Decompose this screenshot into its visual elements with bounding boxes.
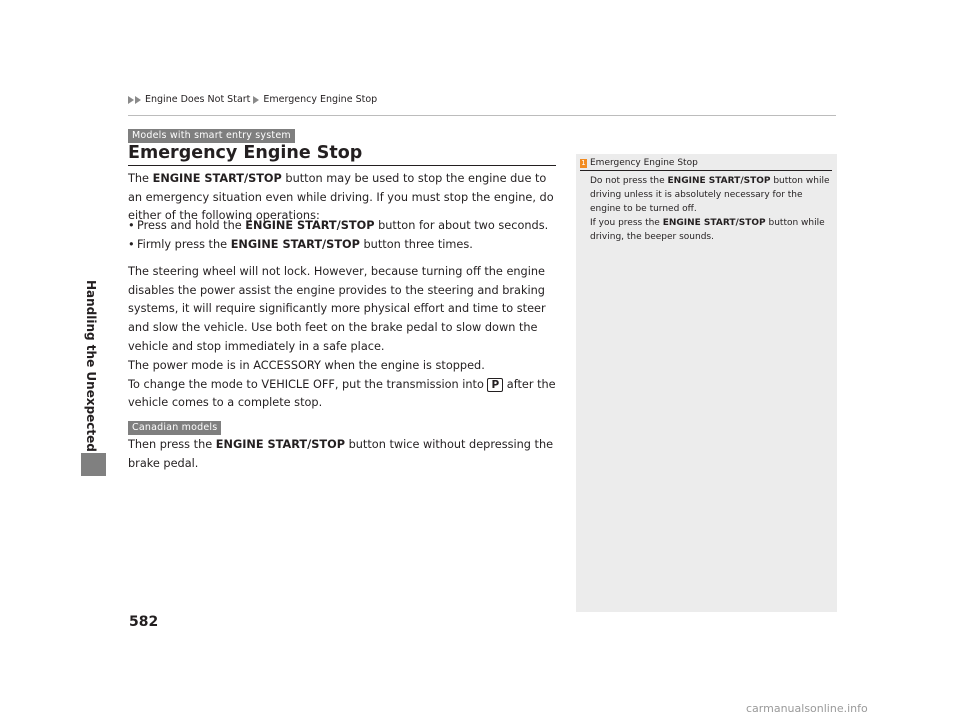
breadcrumb-page: Emergency Engine Stop: [263, 94, 378, 105]
arrow-icon: [135, 96, 141, 104]
sidebar-divider: [580, 170, 832, 171]
breadcrumb-section[interactable]: Engine Does Not Start: [145, 94, 251, 105]
intro-paragraph: The ENGINE START/STOP button may be used to stop the engine due to an emergency situation even while driving. If you must stop the engine, do either of the following operations:: [128, 172, 554, 223]
header-divider: [128, 115, 836, 116]
sidebar-heading: 1 Emergency Engine Stop: [581, 158, 698, 168]
list-item: • Press and hold the ENGINE START/STOP button for about two seconds.: [128, 217, 562, 236]
park-gear-icon: P: [487, 378, 503, 392]
final-paragraph: Then press the ENGINE START/STOP button twice without depressing the brake pedal.: [128, 438, 554, 470]
breadcrumb: [128, 94, 380, 105]
note-number-icon: 1: [581, 158, 586, 167]
arrow-icon: [128, 96, 134, 104]
button-name: ENGINE START/STOP: [152, 172, 282, 185]
sidebar-text: Do not press the ENGINE START/STOP button while driving unless it is absolutely necessary for the engine to be turned off. If you press the ENGINE START/STOP button while driving, the beeper sounds.: [590, 176, 830, 242]
smart-entry-badge: Models with smart entry system: [128, 129, 295, 143]
operations-list: [128, 217, 562, 254]
page-title: Emergency Engine Stop: [128, 143, 363, 163]
list-item: • Firmly press the ENGINE START/STOP button three times.: [128, 236, 562, 255]
section-tab-marker: [81, 453, 106, 476]
steering-paragraph: The steering wheel will not lock. However, because turning off the engine disables the power assist the engine provides to the steering and braking systems, it will require significantly more physical effort and time to steer and slow the vehicle. Use both feet on the brake pedal to slow down the vehicle and stop immediately in a safe place.: [128, 265, 546, 353]
page-number: 582: [129, 614, 159, 630]
arrow-icon: [253, 96, 259, 104]
canadian-models-badge: Canadian models: [128, 421, 221, 435]
watermark: carmanualsonline.info: [746, 702, 868, 715]
power-mode-paragraph: The power mode is in ACCESSORY when the engine is stopped. To change the mode to VEHICLE OFF, put the transmission into P after the vehicle comes to a complete stop.: [128, 359, 556, 410]
note-sidebar: [576, 154, 837, 612]
title-divider: [128, 165, 556, 166]
